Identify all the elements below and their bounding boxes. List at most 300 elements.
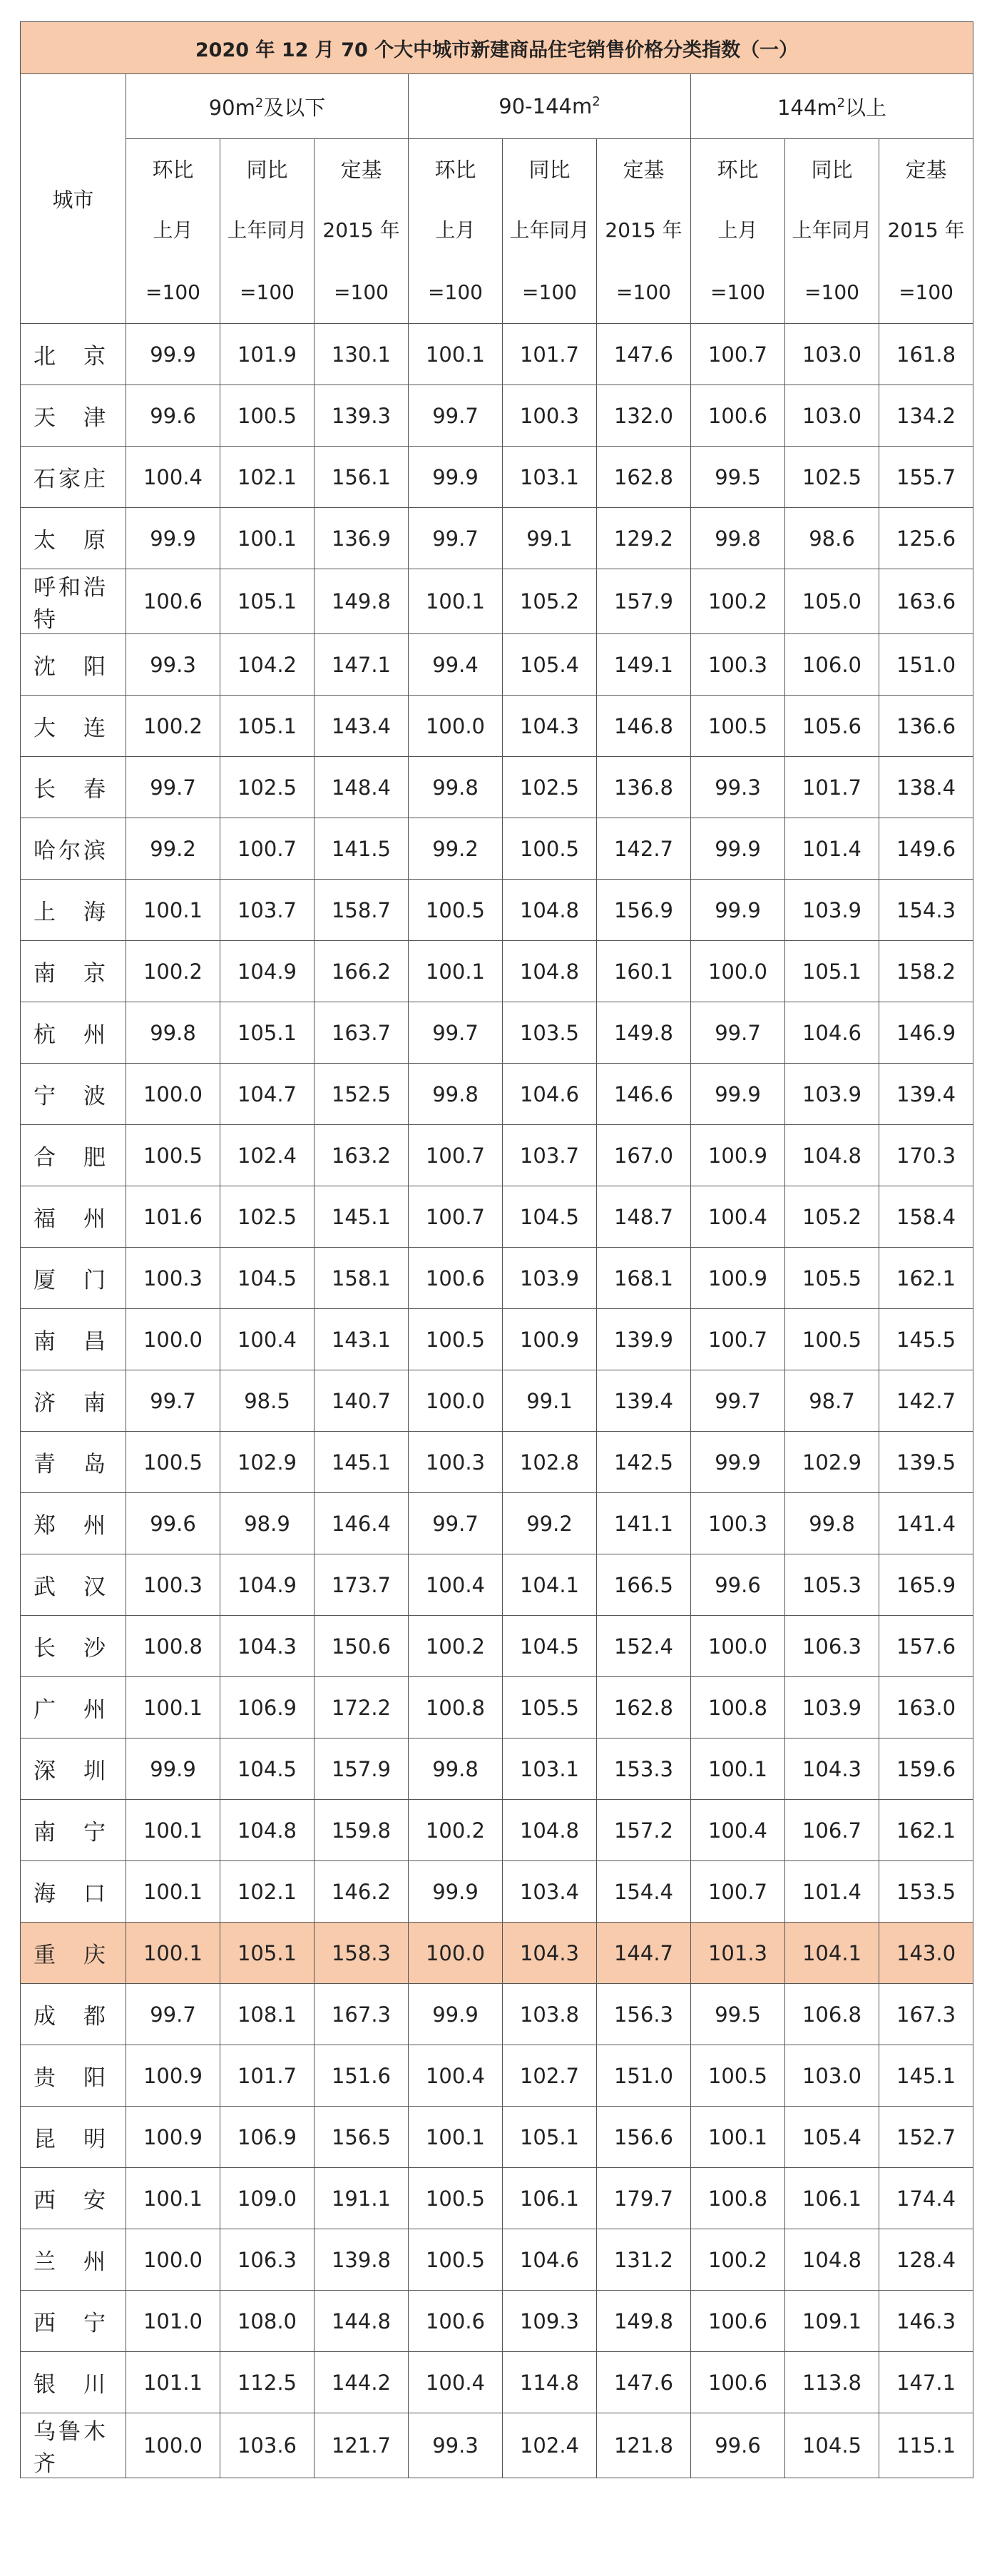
city-name-cell: 石家庄 <box>21 447 126 508</box>
index-value-cell: 101.1 <box>126 2352 220 2413</box>
city-name-cell: 太原 <box>21 508 126 569</box>
index-value-cell: 105.2 <box>785 1186 879 1248</box>
table-row <box>21 2413 973 2478</box>
index-value-cell: 149.8 <box>597 1002 691 1064</box>
index-value-cell: 101.4 <box>785 818 879 880</box>
index-value-cell: 100.8 <box>409 1677 503 1738</box>
index-value-cell: 99.7 <box>409 385 503 447</box>
index-value-cell: 103.9 <box>785 1064 879 1125</box>
index-value-cell: 104.8 <box>503 1800 597 1861</box>
index-value-cell: 146.4 <box>315 1493 409 1554</box>
index-value-cell: 154.4 <box>597 1861 691 1923</box>
city-name-cell: 长沙 <box>21 1616 126 1677</box>
base-value-2-2: =100 <box>503 260 597 324</box>
index-value-cell: 99.9 <box>691 1432 785 1493</box>
index-value-cell: 102.5 <box>220 757 315 818</box>
index-value-cell: 139.4 <box>879 1064 973 1125</box>
index-value-cell: 100.0 <box>409 1923 503 1984</box>
index-value-cell: 99.7 <box>409 508 503 569</box>
base-period-3-1: 上月 <box>691 198 785 260</box>
index-value-cell: 112.5 <box>220 2352 315 2413</box>
index-value-cell: 139.8 <box>315 2229 409 2291</box>
index-value-cell: 104.5 <box>785 2413 879 2478</box>
index-value-cell: 99.6 <box>691 1554 785 1616</box>
index-value-cell: 100.2 <box>126 696 220 757</box>
index-value-cell: 99.4 <box>409 634 503 696</box>
table-row <box>21 324 973 385</box>
index-value-cell: 99.5 <box>691 447 785 508</box>
index-value-cell: 101.7 <box>220 2045 315 2107</box>
table-body <box>21 324 973 2478</box>
sub-header-3-3: 定基 <box>879 139 973 198</box>
base-value-3-3: =100 <box>879 260 973 324</box>
table-row <box>21 1309 973 1370</box>
city-name-cell: 厦门 <box>21 1248 126 1309</box>
sub-header-1-3: 定基 <box>315 139 409 198</box>
city-name-cell: 深圳 <box>21 1738 126 1800</box>
index-value-cell: 99.3 <box>691 757 785 818</box>
index-value-cell: 132.0 <box>597 385 691 447</box>
index-value-cell: 99.9 <box>126 508 220 569</box>
index-value-cell: 157.6 <box>879 1616 973 1677</box>
index-value-cell: 106.8 <box>785 1984 879 2045</box>
base-value-2-3: =100 <box>597 260 691 324</box>
index-value-cell: 168.1 <box>597 1248 691 1309</box>
index-value-cell: 100.0 <box>409 696 503 757</box>
index-value-cell: 143.1 <box>315 1309 409 1370</box>
index-value-cell: 102.1 <box>220 1861 315 1923</box>
index-value-cell: 99.6 <box>691 2413 785 2478</box>
index-value-cell: 104.8 <box>220 1800 315 1861</box>
index-value-cell: 103.9 <box>503 1248 597 1309</box>
city-name-cell: 昆明 <box>21 2107 126 2168</box>
base-period-2-3: 2015 年 <box>597 198 691 260</box>
index-value-cell: 100.3 <box>691 634 785 696</box>
index-value-cell: 100.9 <box>503 1309 597 1370</box>
index-value-cell: 141.1 <box>597 1493 691 1554</box>
index-value-cell: 100.4 <box>220 1309 315 1370</box>
base-value-1-2: =100 <box>220 260 315 324</box>
table-row <box>21 1432 973 1493</box>
index-value-cell: 100.2 <box>409 1800 503 1861</box>
index-value-cell: 173.7 <box>315 1554 409 1616</box>
index-value-cell: 99.5 <box>691 1984 785 2045</box>
index-value-cell: 100.7 <box>409 1186 503 1248</box>
index-value-cell: 100.1 <box>409 2107 503 2168</box>
index-value-cell: 103.0 <box>785 385 879 447</box>
index-value-cell: 102.4 <box>220 1125 315 1186</box>
index-value-cell: 148.4 <box>315 757 409 818</box>
price-index-table <box>20 21 973 2478</box>
index-value-cell: 167.0 <box>597 1125 691 1186</box>
index-value-cell: 103.9 <box>785 880 879 941</box>
index-value-cell: 105.5 <box>785 1248 879 1309</box>
table-row <box>21 1554 973 1616</box>
index-value-cell: 153.3 <box>597 1738 691 1800</box>
index-value-cell: 100.8 <box>126 1616 220 1677</box>
index-value-cell: 104.6 <box>503 2229 597 2291</box>
index-value-cell: 100.1 <box>409 324 503 385</box>
index-value-cell: 156.6 <box>597 2107 691 2168</box>
index-value-cell: 102.7 <box>503 2045 597 2107</box>
index-value-cell: 147.1 <box>315 634 409 696</box>
index-value-cell: 98.6 <box>785 508 879 569</box>
city-name-cell: 广州 <box>21 1677 126 1738</box>
index-value-cell: 149.1 <box>597 634 691 696</box>
index-value-cell: 100.3 <box>503 385 597 447</box>
index-value-cell: 109.0 <box>220 2168 315 2229</box>
index-value-cell: 104.3 <box>503 1923 597 1984</box>
index-value-cell: 159.8 <box>315 1800 409 1861</box>
index-value-cell: 106.3 <box>785 1616 879 1677</box>
city-name-cell: 海口 <box>21 1861 126 1923</box>
index-value-cell: 144.2 <box>315 2352 409 2413</box>
index-value-cell: 100.5 <box>691 696 785 757</box>
index-value-cell: 109.3 <box>503 2291 597 2352</box>
city-name-cell: 贵阳 <box>21 2045 126 2107</box>
index-value-cell: 102.5 <box>785 447 879 508</box>
base-value-3-1: =100 <box>691 260 785 324</box>
table-row <box>21 2352 973 2413</box>
table-row <box>21 569 973 634</box>
index-value-cell: 104.5 <box>503 1186 597 1248</box>
city-name-cell: 南京 <box>21 941 126 1002</box>
index-value-cell: 162.1 <box>879 1248 973 1309</box>
index-value-cell: 165.9 <box>879 1554 973 1616</box>
index-value-cell: 101.9 <box>220 324 315 385</box>
index-value-cell: 140.7 <box>315 1370 409 1432</box>
index-value-cell: 105.6 <box>785 696 879 757</box>
index-value-cell: 99.9 <box>691 1064 785 1125</box>
index-value-cell: 100.0 <box>126 1309 220 1370</box>
index-value-cell: 162.1 <box>879 1800 973 1861</box>
index-value-cell: 99.8 <box>785 1493 879 1554</box>
index-value-cell: 100.9 <box>691 1248 785 1309</box>
index-value-cell: 99.8 <box>409 757 503 818</box>
index-value-cell: 105.1 <box>503 2107 597 2168</box>
index-value-cell: 156.1 <box>315 447 409 508</box>
base-period-1-3: 2015 年 <box>315 198 409 260</box>
index-value-cell: 104.8 <box>503 941 597 1002</box>
index-value-cell: 146.8 <box>597 696 691 757</box>
index-value-cell: 100.5 <box>409 1309 503 1370</box>
index-value-cell: 100.1 <box>691 2107 785 2168</box>
index-value-cell: 100.6 <box>409 1248 503 1309</box>
index-value-cell: 139.9 <box>597 1309 691 1370</box>
index-value-cell: 139.3 <box>315 385 409 447</box>
index-value-cell: 104.5 <box>503 1616 597 1677</box>
index-value-cell: 160.1 <box>597 941 691 1002</box>
index-value-cell: 162.8 <box>597 1677 691 1738</box>
sub-header-3-1: 环比 <box>691 139 785 198</box>
table-row <box>21 880 973 941</box>
city-name-cell: 上海 <box>21 880 126 941</box>
index-value-cell: 103.9 <box>785 1677 879 1738</box>
index-value-cell: 100.0 <box>126 1064 220 1125</box>
index-value-cell: 106.1 <box>503 2168 597 2229</box>
city-name-cell: 哈尔滨 <box>21 818 126 880</box>
index-value-cell: 99.7 <box>409 1493 503 1554</box>
index-value-cell: 121.8 <box>597 2413 691 2478</box>
index-value-cell: 136.8 <box>597 757 691 818</box>
index-value-cell: 99.8 <box>409 1738 503 1800</box>
city-name-cell: 兰州 <box>21 2229 126 2291</box>
index-value-cell: 100.3 <box>409 1432 503 1493</box>
index-value-cell: 158.4 <box>879 1186 973 1248</box>
sub-header-2-3: 定基 <box>597 139 691 198</box>
index-value-cell: 154.3 <box>879 880 973 941</box>
sub-header-equals-row <box>21 260 973 324</box>
index-value-cell: 100.8 <box>691 2168 785 2229</box>
index-value-cell: 105.1 <box>220 1923 315 1984</box>
index-value-cell: 144.8 <box>315 2291 409 2352</box>
index-value-cell: 141.5 <box>315 818 409 880</box>
base-value-3-2: =100 <box>785 260 879 324</box>
index-value-cell: 100.2 <box>409 1616 503 1677</box>
index-value-cell: 103.1 <box>503 1738 597 1800</box>
index-value-cell: 102.5 <box>503 757 597 818</box>
index-value-cell: 99.9 <box>409 1984 503 2045</box>
city-name-cell: 北京 <box>21 324 126 385</box>
index-value-cell: 100.6 <box>691 2352 785 2413</box>
index-value-cell: 99.8 <box>409 1064 503 1125</box>
sub-header-base-row <box>21 198 973 260</box>
table-row <box>21 941 973 1002</box>
city-name-cell: 大连 <box>21 696 126 757</box>
price-index-table-container <box>20 21 973 2478</box>
index-value-cell: 100.0 <box>126 2413 220 2478</box>
index-value-cell: 98.9 <box>220 1493 315 1554</box>
index-value-cell: 100.1 <box>126 1800 220 1861</box>
table-row <box>21 1370 973 1432</box>
index-value-cell: 103.4 <box>503 1861 597 1923</box>
index-value-cell: 103.6 <box>220 2413 315 2478</box>
index-value-cell: 167.3 <box>315 1984 409 2045</box>
index-value-cell: 100.5 <box>409 2229 503 2291</box>
city-name-cell: 南宁 <box>21 1800 126 1861</box>
city-name-cell: 宁波 <box>21 1064 126 1125</box>
index-value-cell: 100.8 <box>691 1677 785 1738</box>
index-value-cell: 100.5 <box>126 1125 220 1186</box>
index-value-cell: 172.2 <box>315 1677 409 1738</box>
index-value-cell: 102.1 <box>220 447 315 508</box>
index-value-cell: 100.1 <box>126 2168 220 2229</box>
index-value-cell: 106.1 <box>785 2168 879 2229</box>
index-value-cell: 149.8 <box>315 569 409 634</box>
index-value-cell: 145.5 <box>879 1309 973 1370</box>
base-value-1-1: =100 <box>126 260 220 324</box>
index-value-cell: 100.6 <box>126 569 220 634</box>
index-value-cell: 167.3 <box>879 1984 973 2045</box>
index-value-cell: 156.9 <box>597 880 691 941</box>
sub-header-2-2: 同比 <box>503 139 597 198</box>
table-row <box>21 1616 973 1677</box>
group-header-small: $90m^2$及以下 <box>126 74 409 139</box>
table-row <box>21 1861 973 1923</box>
index-value-cell: 145.1 <box>879 2045 973 2107</box>
base-value-2-1: =100 <box>409 260 503 324</box>
city-column-header: 城市 <box>21 74 126 324</box>
index-value-cell: 99.9 <box>691 880 785 941</box>
index-value-cell: 114.8 <box>503 2352 597 2413</box>
index-value-cell: 105.2 <box>503 569 597 634</box>
index-value-cell: 100.1 <box>126 880 220 941</box>
table-row <box>21 818 973 880</box>
index-value-cell: 106.9 <box>220 2107 315 2168</box>
index-value-cell: 139.4 <box>597 1370 691 1432</box>
city-name-cell: 福州 <box>21 1186 126 1248</box>
index-value-cell: 104.7 <box>220 1064 315 1125</box>
index-value-cell: 158.3 <box>315 1923 409 1984</box>
city-name-cell: 济南 <box>21 1370 126 1432</box>
index-value-cell: 100.6 <box>409 2291 503 2352</box>
city-name-cell: 郑州 <box>21 1493 126 1554</box>
index-value-cell: 151.6 <box>315 2045 409 2107</box>
table-row <box>21 634 973 696</box>
city-name-cell: 西安 <box>21 2168 126 2229</box>
index-value-cell: 99.7 <box>691 1370 785 1432</box>
base-value-1-3: =100 <box>315 260 409 324</box>
index-value-cell: 174.4 <box>879 2168 973 2229</box>
index-value-cell: 99.8 <box>691 508 785 569</box>
index-value-cell: 170.3 <box>879 1125 973 1186</box>
index-value-cell: 157.2 <box>597 1800 691 1861</box>
index-value-cell: 98.7 <box>785 1370 879 1432</box>
table-row <box>21 1493 973 1554</box>
index-value-cell: 104.3 <box>785 1738 879 1800</box>
index-value-cell: 109.1 <box>785 2291 879 2352</box>
index-value-cell: 100.3 <box>126 1554 220 1616</box>
index-value-cell: 99.6 <box>126 385 220 447</box>
index-value-cell: 191.1 <box>315 2168 409 2229</box>
index-value-cell: 103.5 <box>503 1002 597 1064</box>
index-value-cell: 156.5 <box>315 2107 409 2168</box>
city-name-cell: 天津 <box>21 385 126 447</box>
index-value-cell: 100.4 <box>691 1186 785 1248</box>
index-value-cell: 103.7 <box>220 880 315 941</box>
sub-header-1-1: 环比 <box>126 139 220 198</box>
table-row <box>21 1677 973 1738</box>
city-name-cell: 合肥 <box>21 1125 126 1186</box>
index-value-cell: 104.6 <box>785 1002 879 1064</box>
index-value-cell: 121.7 <box>315 2413 409 2478</box>
index-value-cell: 100.7 <box>691 1309 785 1370</box>
index-value-cell: 100.7 <box>691 324 785 385</box>
index-value-cell: 153.5 <box>879 1861 973 1923</box>
index-value-cell: 105.4 <box>503 634 597 696</box>
table-row <box>21 696 973 757</box>
table-header <box>21 22 973 324</box>
group-header-medium: $90-144m^2$ <box>409 74 691 139</box>
sub-header-1-2: 同比 <box>220 139 315 198</box>
index-value-cell: 144.7 <box>597 1923 691 1984</box>
index-value-cell: 99.9 <box>126 324 220 385</box>
table-row <box>21 1186 973 1248</box>
index-value-cell: 100.7 <box>220 818 315 880</box>
index-value-cell: 99.7 <box>126 1984 220 2045</box>
index-value-cell: 157.9 <box>597 569 691 634</box>
index-value-cell: 147.1 <box>879 2352 973 2413</box>
table-row <box>21 1800 973 1861</box>
city-name-cell: 西宁 <box>21 2291 126 2352</box>
index-value-cell: 106.7 <box>785 1800 879 1861</box>
index-value-cell: 104.6 <box>503 1064 597 1125</box>
index-value-cell: 99.8 <box>126 1002 220 1064</box>
index-value-cell: 146.9 <box>879 1002 973 1064</box>
index-value-cell: 100.6 <box>691 2291 785 2352</box>
index-value-cell: 158.7 <box>315 880 409 941</box>
index-value-cell: 104.5 <box>220 1738 315 1800</box>
index-value-cell: 105.4 <box>785 2107 879 2168</box>
table-row <box>21 2045 973 2107</box>
index-value-cell: 152.4 <box>597 1616 691 1677</box>
index-value-cell: 152.5 <box>315 1064 409 1125</box>
index-value-cell: 101.7 <box>503 324 597 385</box>
sub-header-row <box>21 139 973 198</box>
index-value-cell: 106.3 <box>220 2229 315 2291</box>
index-value-cell: 99.2 <box>503 1493 597 1554</box>
index-value-cell: 136.9 <box>315 508 409 569</box>
city-name-cell: 成都 <box>21 1984 126 2045</box>
index-value-cell: 103.1 <box>503 447 597 508</box>
index-value-cell: 100.7 <box>691 1861 785 1923</box>
city-name-cell: 乌鲁木齐 <box>21 2413 126 2478</box>
index-value-cell: 151.0 <box>879 634 973 696</box>
index-value-cell: 104.3 <box>220 1616 315 1677</box>
table-row <box>21 385 973 447</box>
index-value-cell: 102.9 <box>785 1432 879 1493</box>
index-value-cell: 104.8 <box>785 1125 879 1186</box>
base-period-1-2: 上年同月 <box>220 198 315 260</box>
index-value-cell: 102.5 <box>220 1186 315 1248</box>
index-value-cell: 145.1 <box>315 1432 409 1493</box>
index-value-cell: 101.3 <box>691 1923 785 1984</box>
index-value-cell: 149.8 <box>597 2291 691 2352</box>
index-value-cell: 142.7 <box>879 1370 973 1432</box>
index-value-cell: 100.1 <box>409 941 503 1002</box>
base-period-1-1: 上月 <box>126 198 220 260</box>
index-value-cell: 105.1 <box>785 941 879 1002</box>
sub-header-2-1: 环比 <box>409 139 503 198</box>
index-value-cell: 100.0 <box>691 941 785 1002</box>
index-value-cell: 130.1 <box>315 324 409 385</box>
city-name-cell: 沈阳 <box>21 634 126 696</box>
index-value-cell: 136.6 <box>879 696 973 757</box>
group-header-large: $144m^2$以上 <box>691 74 973 139</box>
index-value-cell: 179.7 <box>597 2168 691 2229</box>
index-value-cell: 99.2 <box>126 818 220 880</box>
city-name-cell: 南昌 <box>21 1309 126 1370</box>
index-value-cell: 157.9 <box>315 1738 409 1800</box>
index-value-cell: 99.9 <box>691 818 785 880</box>
index-value-cell: 113.8 <box>785 2352 879 2413</box>
table-row <box>21 1064 973 1125</box>
index-value-cell: 100.2 <box>691 569 785 634</box>
index-value-cell: 100.3 <box>126 1248 220 1309</box>
index-value-cell: 103.8 <box>503 1984 597 2045</box>
index-value-cell: 99.6 <box>126 1493 220 1554</box>
index-value-cell: 100.2 <box>691 2229 785 2291</box>
index-value-cell: 99.1 <box>503 508 597 569</box>
index-value-cell: 143.4 <box>315 696 409 757</box>
index-value-cell: 100.6 <box>691 385 785 447</box>
base-period-3-3: 2015 年 <box>879 198 973 260</box>
sub-header-3-2: 同比 <box>785 139 879 198</box>
index-value-cell: 100.5 <box>409 880 503 941</box>
index-value-cell: 156.3 <box>597 1984 691 2045</box>
index-value-cell: 99.7 <box>691 1002 785 1064</box>
index-value-cell: 106.9 <box>220 1677 315 1738</box>
